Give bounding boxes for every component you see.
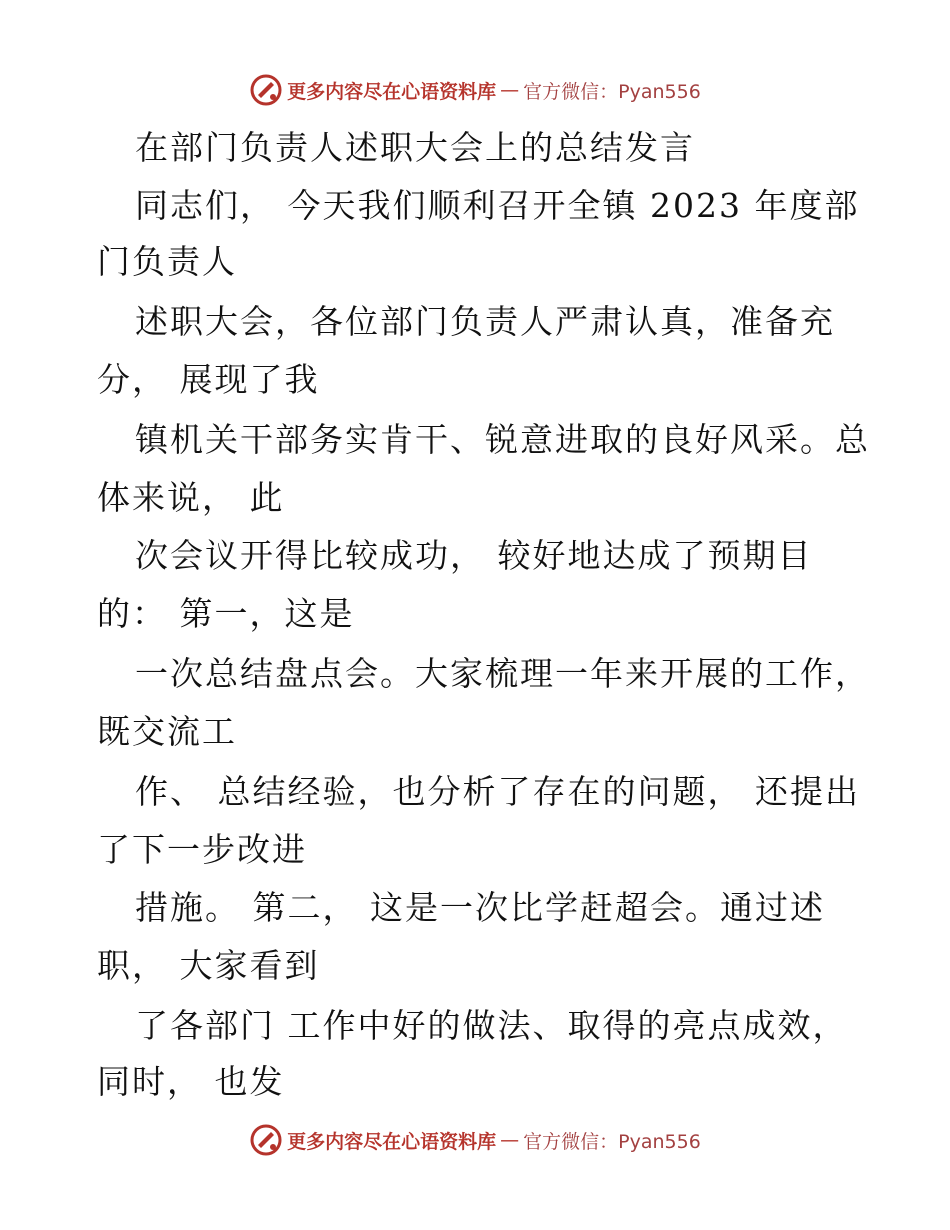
paragraph-line: 次会议开得比较成功， 较好地达成了预期目 xyxy=(135,536,813,575)
header-site-text: 更多内容尽在心语资料库 xyxy=(287,80,497,103)
paragraph-line: 了各部门 工作中好的做法、取得的亮点成效， xyxy=(135,1006,848,1045)
seal-logo-icon xyxy=(249,73,283,107)
header-banner xyxy=(0,70,950,110)
paragraph-line: 门负责人 xyxy=(97,242,237,281)
header-wechat-text: 官方微信：Pyan556 xyxy=(523,80,701,103)
footer-site-text: 更多内容尽在心语资料库 xyxy=(287,1130,497,1153)
paragraph-line: 分， 展现了我 xyxy=(97,360,320,399)
paragraph-line: 的： 第一，这是 xyxy=(97,594,355,633)
header-dash: — xyxy=(500,79,520,101)
seal-logo-icon xyxy=(249,1123,283,1157)
footer-banner xyxy=(0,1120,950,1160)
paragraph-line: 镇机关干部务实肯干、锐意进取的良好风采。总 xyxy=(135,420,870,459)
paragraph-line: 了下一步改进 xyxy=(97,830,307,869)
paragraph-line: 既交流工 xyxy=(97,712,237,751)
paragraph-line: 作、 总结经验，也分析了存在的问题， 还提出 xyxy=(135,772,860,811)
paragraph-line: 同时， 也发 xyxy=(97,1062,285,1101)
document-title: 在部门负责人述职大会上的总结发言 xyxy=(135,128,695,167)
paragraph-line: 同志们， 今天我们顺利召开全镇 2023 年度部 xyxy=(135,186,860,225)
paragraph-line: 措施。 第二， 这是一次比学赶超会。通过述 xyxy=(135,888,825,927)
footer-dash: — xyxy=(500,1129,520,1151)
paragraph-line: 一次总结盘点会。大家梳理一年来开展的工作， xyxy=(135,654,870,693)
footer-wechat-text: 官方微信：Pyan556 xyxy=(523,1130,701,1153)
paragraph-line: 述职大会，各位部门负责人严肃认真，准备充 xyxy=(135,302,835,341)
paragraph-line: 体来说， 此 xyxy=(97,478,285,517)
paragraph-line: 职， 大家看到 xyxy=(97,946,320,985)
